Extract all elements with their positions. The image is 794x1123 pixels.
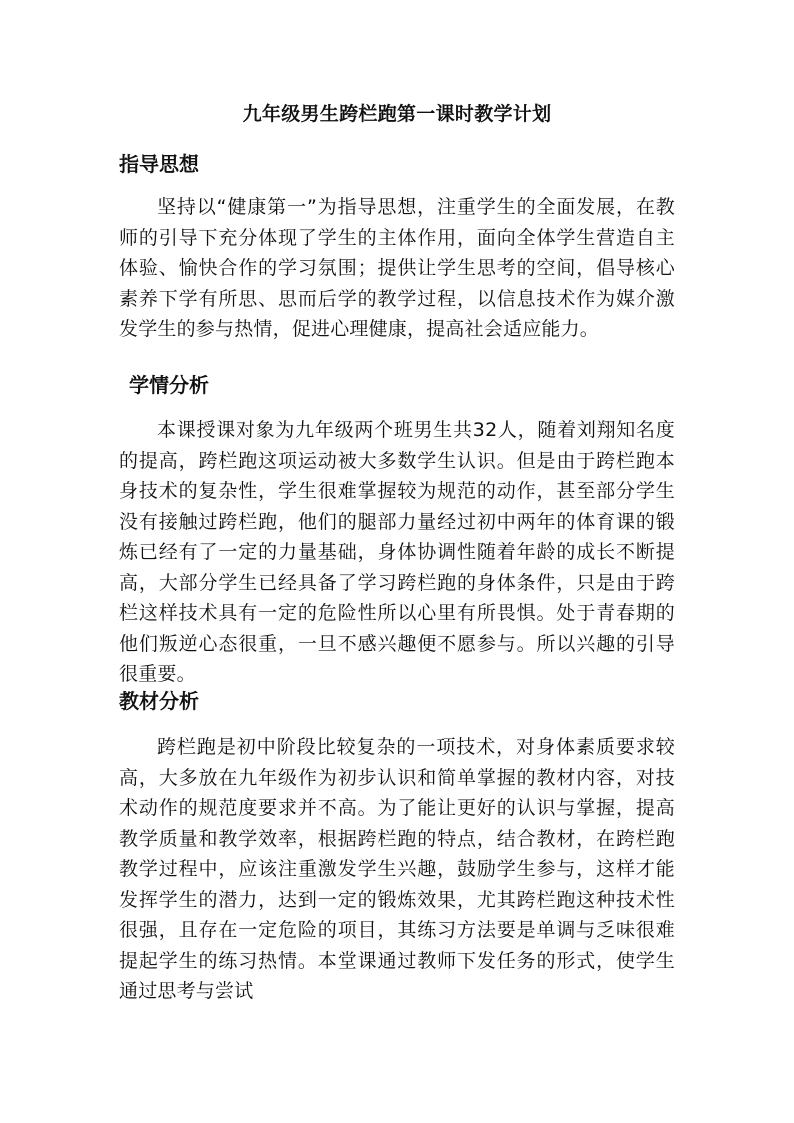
document-title: 九年级男生跨栏跑第一课时教学计划 (242, 103, 552, 125)
section-body-textbook-analysis: 跨栏跑是初中阶段比较复杂的一项技术，对身体素质要求较高，大多放在九年级作为初步认识和简单掌握的教材内容，对技术动作的规范度要求并不高。为了能让更好的认识与掌握，提高教学质量和教学效率，根据跨栏跑的特点，结合教材，在跨栏跑教学过程中，应该注重激发学生兴趣，鼓励学生参与，这样才能发挥学生的潜力，达到一定的锻炼效果，尤其跨栏跑这种技术性很强，且存在一定危险的项目，其练习方法要是单调与乏味很难提起学生的练习热情。本堂课通过教师下发任务的形式，使学生通过思考与尝试 (119, 736, 675, 1002)
section-heading-student-analysis: 学情分析 (129, 373, 209, 397)
section-heading-textbook-analysis: 教材分析 (119, 689, 199, 713)
section-body-student-analysis: 本课授课对象为九年级两个班男生共32人，随着刘翔知名度的提高，跨栏跑这项运动被大多数学生认识。但是由于跨栏跑本身技术的复杂性，学生很难掌握较为规范的动作，甚至部分学生没有接触过跨栏跑，他们的腿部力量经过初中两年的体育课的锻炼已经有了一定的力量基础，身体协调性随着年龄的成长不断提高，大部分学生已经具备了学习跨栏跑的身体条件，只是由于跨栏这样技术具有一定的危险性所以心里有所畏惧。处于青春期的他们叛逆心态很重，一旦不感兴趣便不愿参与。所以兴趣的引导很重要。 (119, 419, 675, 685)
section-heading-guiding-thought: 指导思想 (119, 152, 199, 176)
section-body-guiding-thought: 坚持以“健康第一”为指导思想，注重学生的全面发展，在教师的引导下充分体现了学生的主体作用，面向全体学生营造自主体验、愉快合作的学习氛围；提供让学生思考的空间，倡导核心素养下学有所思、思而后学的教学过程，以信息技术作为媒介激发学生的参与热情，促进心理健康，提高社会适应能力。 (119, 196, 675, 340)
